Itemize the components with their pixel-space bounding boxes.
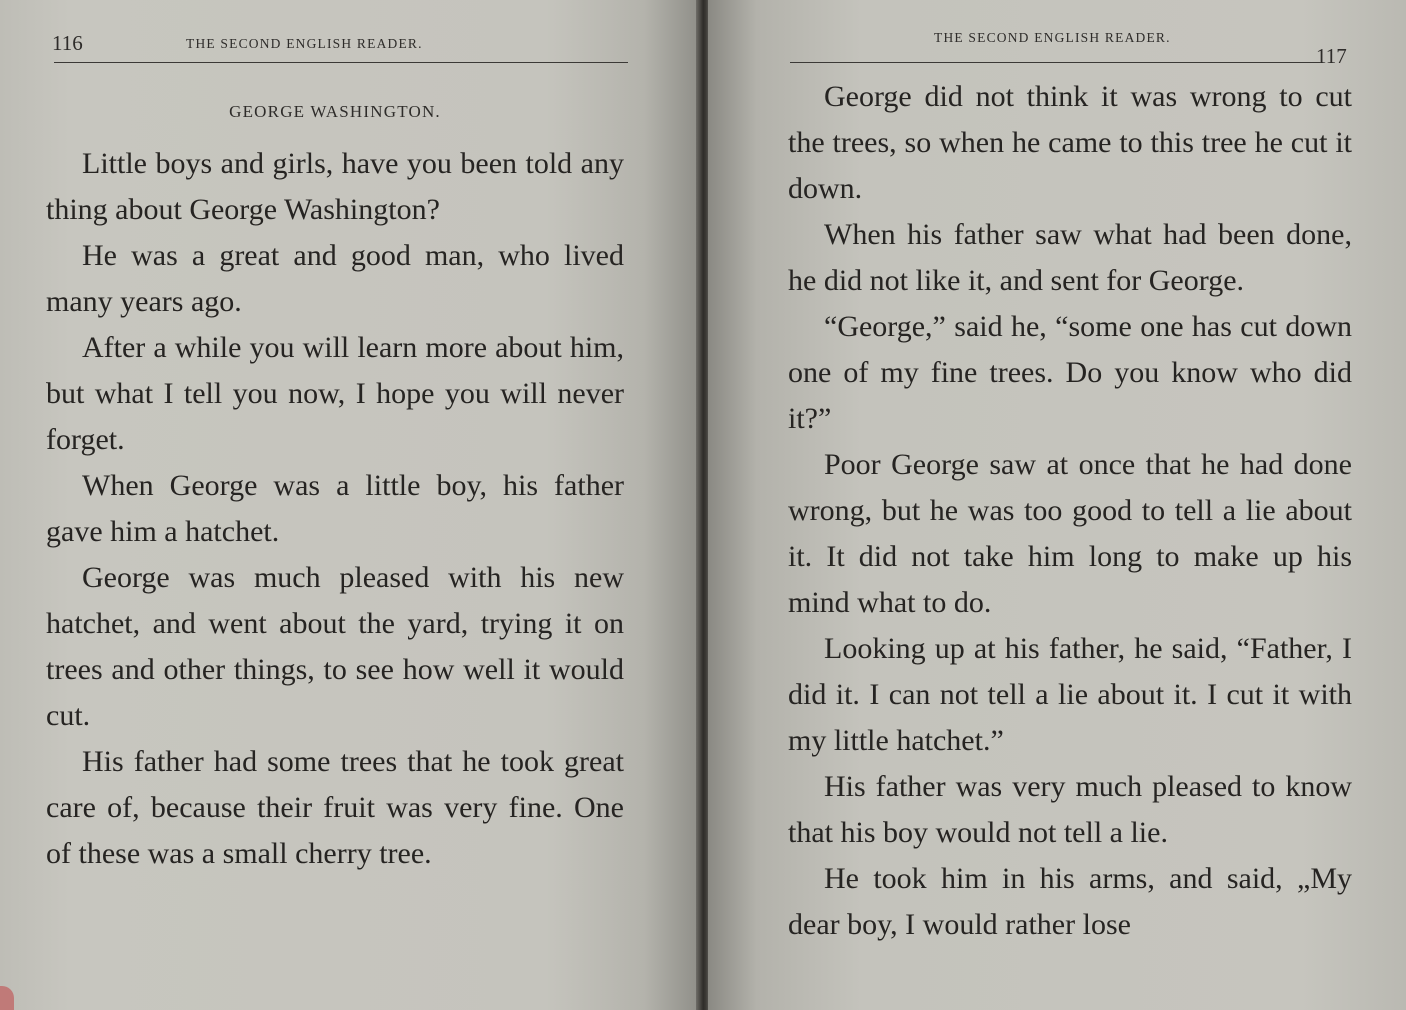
page-corner-mark [0, 986, 14, 1010]
left-page [0, 0, 700, 1010]
header-rule [790, 62, 1320, 63]
paragraph: George did not think it was wrong to cut the trees, so when he came to this tree he cut it down. [788, 80, 1352, 205]
running-head: THE SECOND ENGLISH READER. [934, 30, 1171, 45]
paragraph: George was much pleased with his new hatchet, and went about the yard, trying it on trees and other things, to see how well it would cut. [46, 561, 624, 732]
header-rule [54, 62, 628, 63]
paragraph: Looking up at his father, he said, “Father, I did it. I can not tell a lie about it. I cut it with my little hatchet.” [788, 632, 1352, 757]
running-head: THE SECOND ENGLISH READER. [186, 36, 423, 51]
right-page [708, 0, 1406, 1010]
paragraph: “George,” said he, “some one has cut down one of my fine trees. Do you know who did it?” [788, 310, 1352, 435]
paragraph: Little boys and girls, have you been told any thing about George Washington? [46, 147, 624, 226]
chapter-title: GEORGE WASHINGTON. [229, 102, 441, 121]
page-number: 116 [52, 31, 83, 55]
paragraph: When his father saw what had been done, he did not like it, and sent for George. [788, 218, 1352, 297]
paragraph: His father had some trees that he took great care of, because their fruit was very fine. One of these was a small cherry tree. [46, 745, 624, 870]
paragraph: His father was very much pleased to know that his boy would not tell a lie. [788, 770, 1352, 849]
page-number: 117 [1316, 44, 1347, 68]
paragraph: After a while you will learn more about him, but what I tell you now, I hope you will never forget. [46, 331, 624, 456]
left-page-text [46, 141, 624, 877]
right-page-text [788, 74, 1352, 948]
paragraph: He took him in his arms, and said, „My dear boy, I would rather lose [788, 862, 1352, 941]
paragraph: He was a great and good man, who lived many years ago. [46, 239, 624, 318]
paragraph: When George was a little boy, his father gave him a hatchet. [46, 469, 624, 548]
paragraph: Poor George saw at once that he had done wrong, but he was too good to tell a lie about it. It did not take him long to make up his mind what to do. [788, 448, 1352, 619]
